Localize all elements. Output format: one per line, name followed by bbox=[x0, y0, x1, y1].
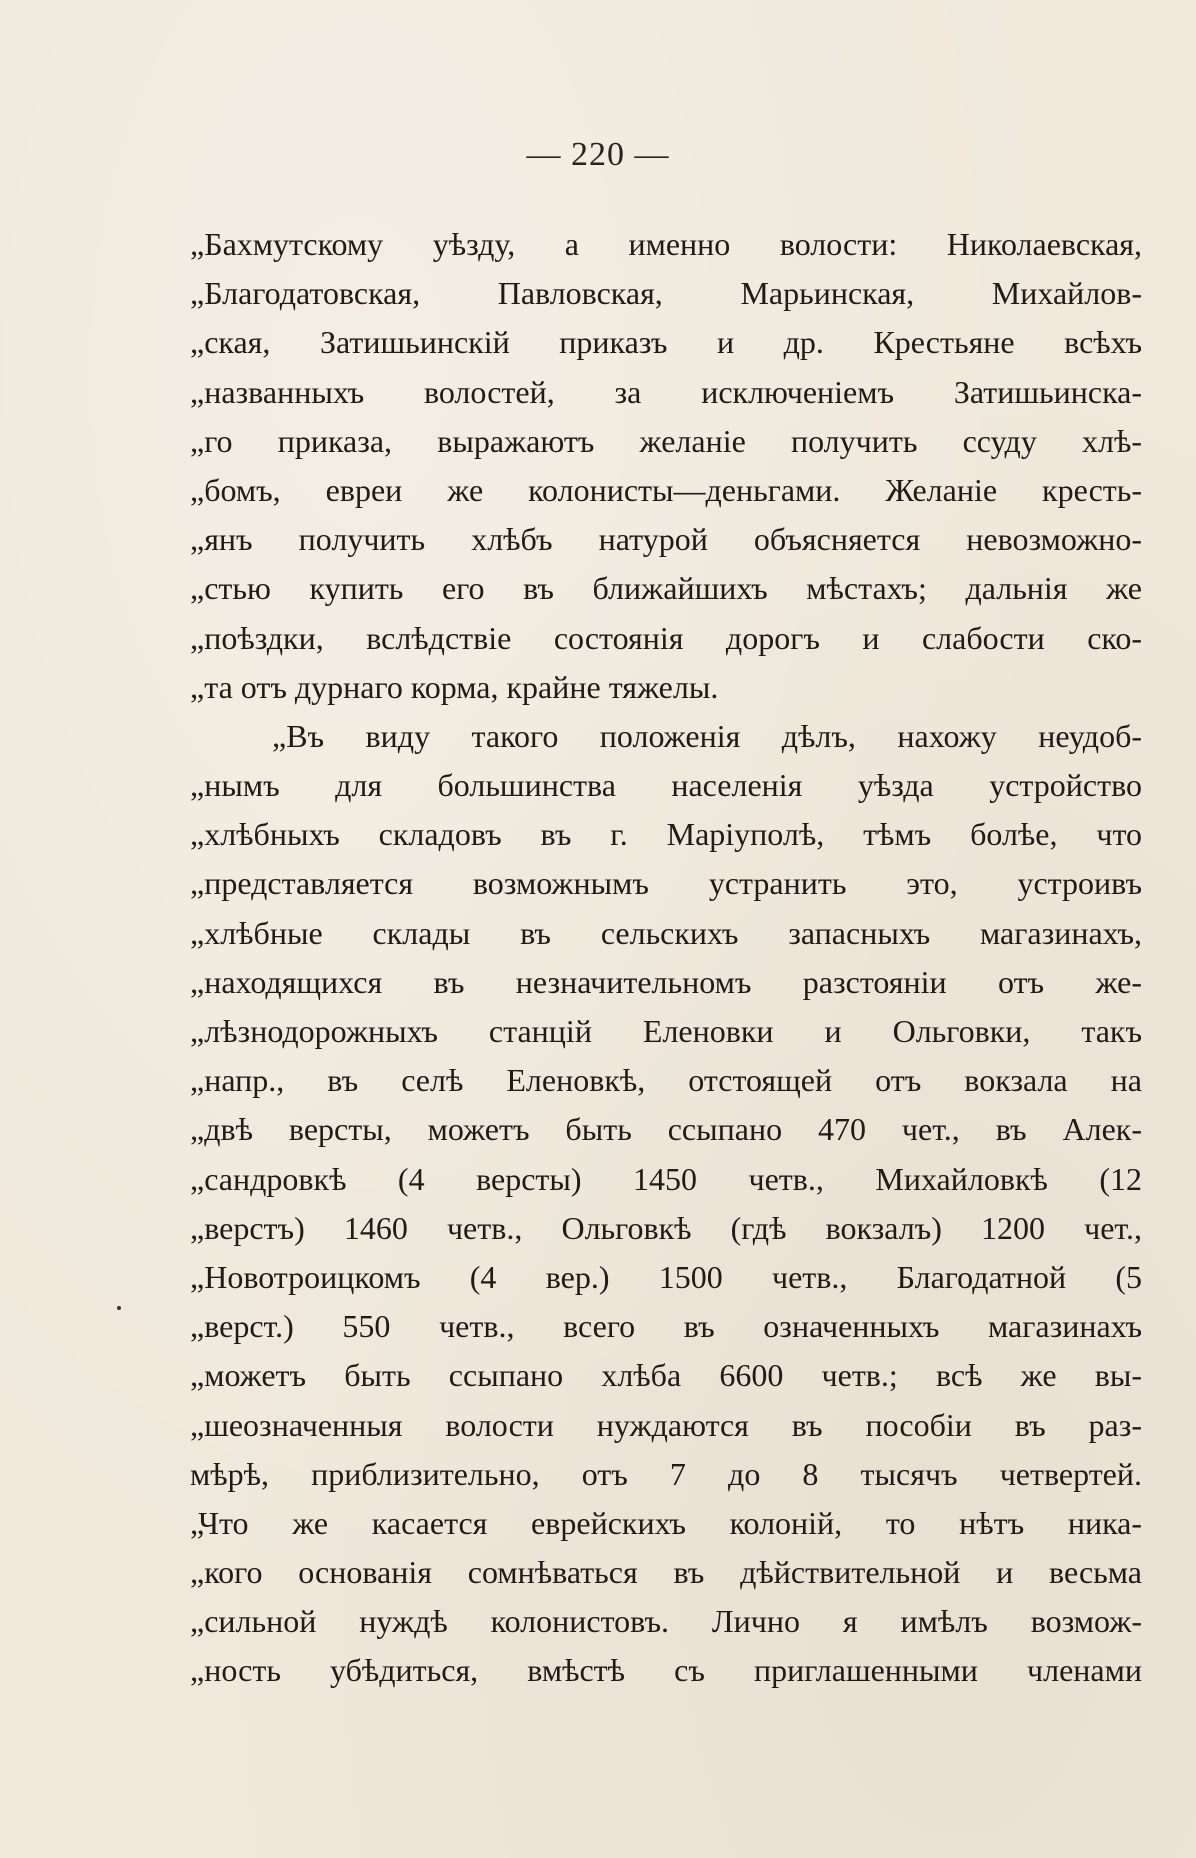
text-line: „кого основанія сомнѣваться въ дѣйствительной и весьма bbox=[190, 1554, 1142, 1591]
text-line: „находящихся въ незначительномъ разстояніи отъ же- bbox=[190, 963, 1142, 1000]
text-line: „нымъ для большинства населенія уѣзда устройство bbox=[190, 767, 1142, 804]
text-line: „та отъ дурнаго корма, крайне тяжелы. bbox=[190, 668, 719, 705]
text-line: „ность убѣдиться, вмѣстѣ съ приглашенными членами bbox=[190, 1652, 1142, 1689]
page-number: — 220 — bbox=[526, 136, 670, 173]
text-line: „лѣзнодорожныхъ станцій Еленовки и Ольговки, такъ bbox=[190, 1013, 1142, 1049]
text-line: „можетъ быть ссыпано хлѣба 6600 четв.; всѣ же вы- bbox=[190, 1357, 1142, 1394]
text-line: „Что же касается еврейскихъ колоній, то нѣтъ ника- bbox=[190, 1504, 1142, 1541]
text-line: „хлѣбныхъ складовъ въ г. Маріуполѣ, тѣмъ болѣе, что bbox=[190, 816, 1142, 853]
text-line: „верст.) 550 четв., всего въ означенныхъ магазинахъ bbox=[190, 1308, 1142, 1345]
text-line: „Благодатовская, Павловская, Марьинская, Михайлов- bbox=[190, 275, 1142, 312]
print-speck bbox=[117, 1306, 121, 1310]
text-line: „напр., въ селѣ Еленовкѣ, отстоящей отъ вокзала на bbox=[190, 1062, 1142, 1099]
body-text bbox=[190, 220, 1142, 1696]
text-line: „хлѣбные склады въ сельскихъ запасныхъ магазинахъ, bbox=[190, 914, 1142, 951]
text-line: „шеозначенныя волости нуждаются въ пособіи въ раз- bbox=[190, 1406, 1142, 1443]
text-line: „сильной нуждѣ колонистовъ. Лично я имѣлъ возмож- bbox=[190, 1603, 1142, 1640]
text-line: „названныхъ волостей, за исключеніемъ Затишьинска- bbox=[190, 373, 1142, 410]
text-line: „ская, Затишьинскій приказъ и др. Крестьяне всѣхъ bbox=[190, 324, 1142, 361]
text-line: „Новотроицкомъ (4 вер.) 1500 четв., Благодатной (5 bbox=[190, 1258, 1142, 1295]
text-line: „сандровкѣ (4 версты) 1450 четв., Михайловкѣ (12 bbox=[190, 1160, 1142, 1197]
text-line: „верстъ) 1460 четв., Ольговкѣ (гдѣ вокзалъ) 1200 чет., bbox=[190, 1209, 1142, 1246]
text-line: „Бахмутскому уѣзду, а именно волости: Николаевская, bbox=[190, 226, 1142, 262]
text-line: „двѣ версты, можетъ быть ссыпано 470 чет., въ Алек- bbox=[190, 1111, 1142, 1148]
text-line: „го приказа, выражаютъ желаніе получить ссуду хлѣ- bbox=[190, 422, 1142, 459]
text-line: „бомъ, евреи же колонисты—деньгами. Желаніе кресть- bbox=[190, 471, 1142, 508]
text-line: „поѣздки, вслѣдствіе состоянія дорогъ и слабости ско- bbox=[190, 619, 1142, 656]
paragraph-start-line: „Въ виду такого положенія дѣлъ, нахожу неудоб- bbox=[272, 717, 1142, 754]
text-line: „представляется возможнымъ устранить это, устроивъ bbox=[190, 865, 1142, 902]
text-line: „янъ получить хлѣбъ натурой объясняется невозможно- bbox=[190, 521, 1142, 558]
text-line: мѣрѣ, приблизительно, отъ 7 до 8 тысячъ четвертей. bbox=[190, 1455, 1142, 1492]
text-line: „стью купить его въ ближайшихъ мѣстахъ; дальнія же bbox=[190, 570, 1142, 607]
